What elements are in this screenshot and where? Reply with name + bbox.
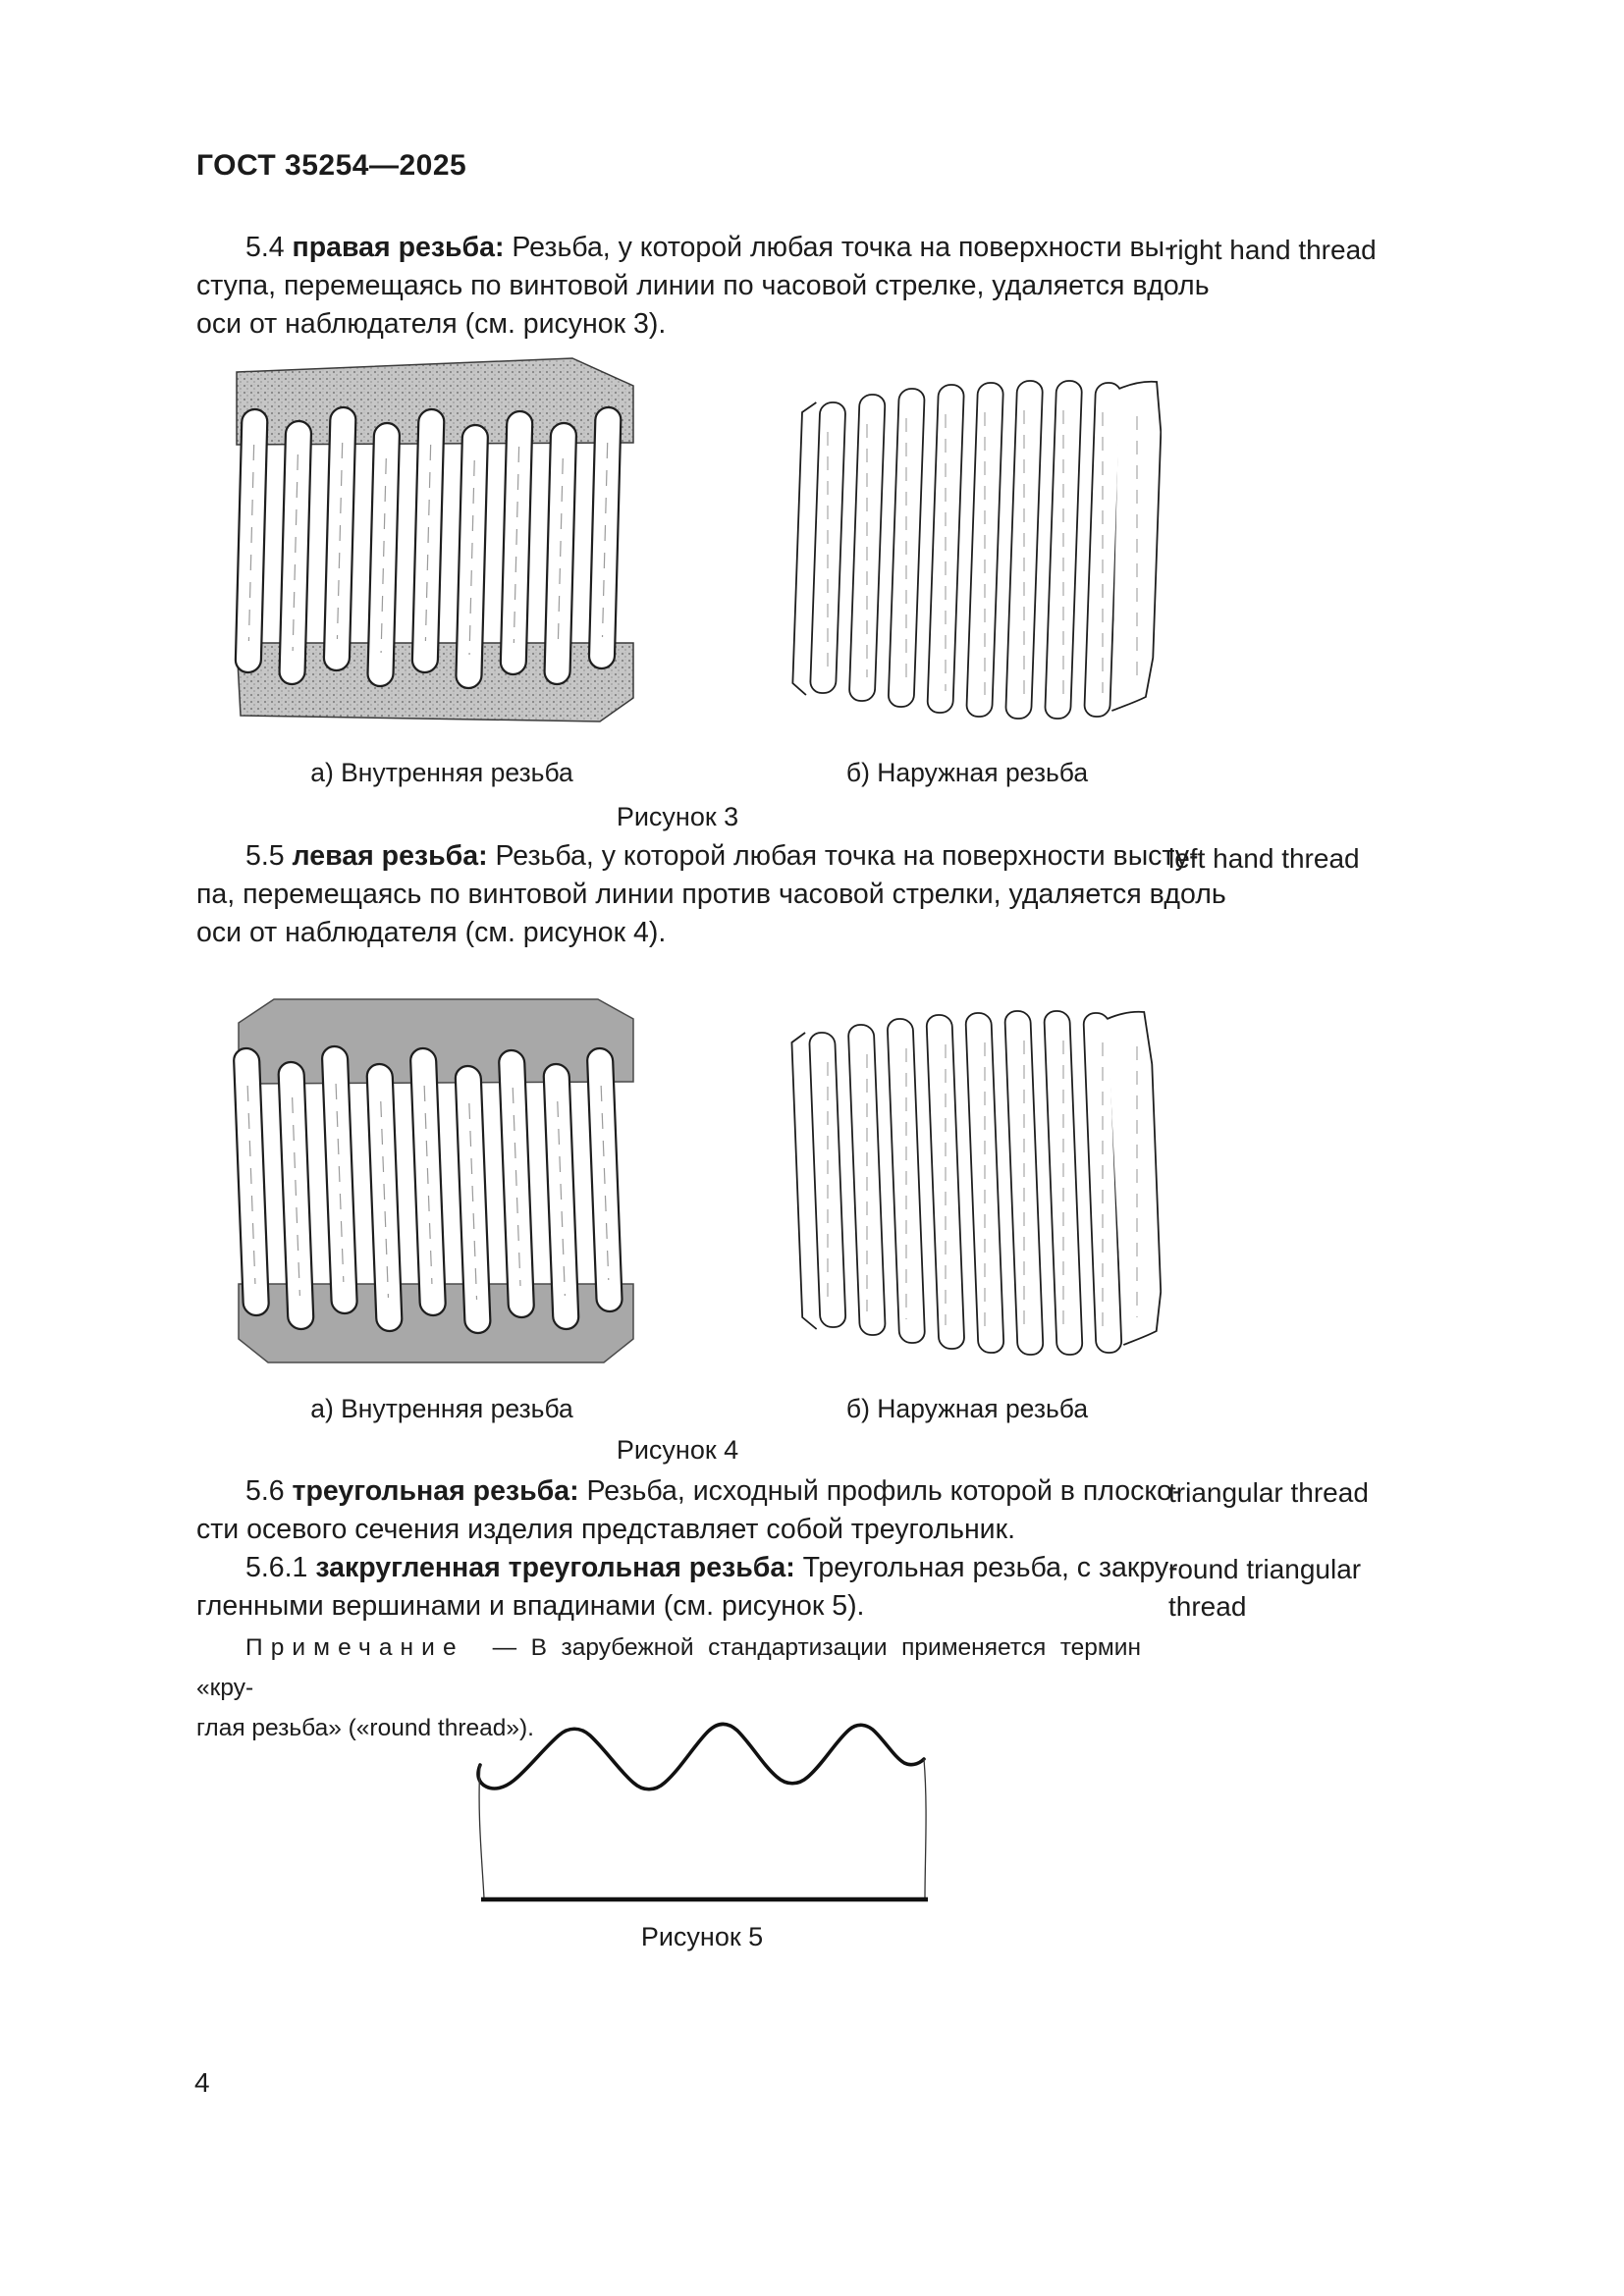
figure4-caption-a: а) Внутренняя резьба <box>310 1394 573 1423</box>
term-5-4-definition-l2: ступа, перемещаясь по винтовой линии по часовой стрелке, удаляется вдоль <box>196 270 1210 301</box>
term-5-4-term: правая резьба: <box>292 232 505 263</box>
term-5-6-paragraph <box>196 1472 1182 1549</box>
term-5-6-1-paragraph <box>196 1549 1178 1626</box>
term-5-4-number: 5.4 <box>245 232 285 263</box>
term-5-5-definition-l3: оси от наблюдателя (см. рисунок 4). <box>196 917 667 948</box>
margin-term-right-hand-thread: right hand thread <box>1168 235 1377 265</box>
term-5-6-term: треугольная резьба: <box>292 1475 579 1507</box>
term-5-4-paragraph <box>196 229 1210 344</box>
note-text-l1: — В зарубежной стандартизации применяется термин «кру- <box>196 1634 1141 1701</box>
note-label: Примечание <box>245 1634 464 1661</box>
term-5-5-term: левая резьба: <box>292 840 488 872</box>
figure3-title: Рисунок 3 <box>616 802 739 831</box>
margin-term-triangular-thread: triangular thread <box>1168 1477 1369 1508</box>
figure3-caption-a: а) Внутренняя резьба <box>310 758 573 787</box>
figure4-external-thread-drawing <box>784 1001 1162 1368</box>
term-5-5-definition-l2: па, перемещаясь по винтовой линии против часовой стрелки, удаляется вдоль <box>196 879 1226 910</box>
figure4-internal-thread-drawing <box>229 993 641 1374</box>
term-5-5-number: 5.5 <box>245 840 285 872</box>
term-5-6-definition-l1: Резьба, исходный профиль которой в плоско- <box>586 1475 1182 1507</box>
page-number: 4 <box>194 2067 210 2098</box>
figure5-title: Рисунок 5 <box>640 1922 764 1951</box>
term-5-6-definition-l2: сти осевого сечения изделия представляет собой треугольник. <box>196 1514 1015 1545</box>
term-5-6-1-number: 5.6.1 <box>245 1552 308 1583</box>
term-5-5-paragraph <box>196 837 1226 952</box>
figure4-title: Рисунок 4 <box>616 1435 739 1465</box>
figure3-internal-thread-drawing <box>229 356 641 731</box>
term-5-5-definition-l1: Резьба, у которой любая точка на поверхности высту- <box>495 840 1199 872</box>
term-5-4-definition-l1: Резьба, у которой любая точка на поверхности вы- <box>512 232 1174 263</box>
term-5-6-1-term: закругленная треугольная резьба: <box>315 1552 795 1583</box>
page-header: ГОСТ 35254—2025 <box>196 149 467 182</box>
figure3-external-thread-drawing <box>784 373 1162 732</box>
term-5-6-1-definition-l1: Треугольная резьба, с закру- <box>802 1552 1178 1583</box>
margin-term-left-hand-thread: left hand thread <box>1168 843 1360 874</box>
term-5-6-1-definition-l2: гленными вершинами и впадинами (см. рисунок 5). <box>196 1590 865 1622</box>
margin-term-round-triangular-thread: round triangular thread <box>1168 1554 1362 1622</box>
figure3-caption-b: б) Наружная резьба <box>845 758 1089 787</box>
figure4-caption-b: б) Наружная резьба <box>845 1394 1089 1423</box>
figure5-round-thread-profile-drawing <box>474 1714 946 1906</box>
term-5-4-definition-l3: оси от наблюдателя (см. рисунок 3). <box>196 308 667 340</box>
note-text-l2: глая резьба» («round thread»). <box>196 1715 534 1741</box>
term-5-6-number: 5.6 <box>245 1475 285 1507</box>
